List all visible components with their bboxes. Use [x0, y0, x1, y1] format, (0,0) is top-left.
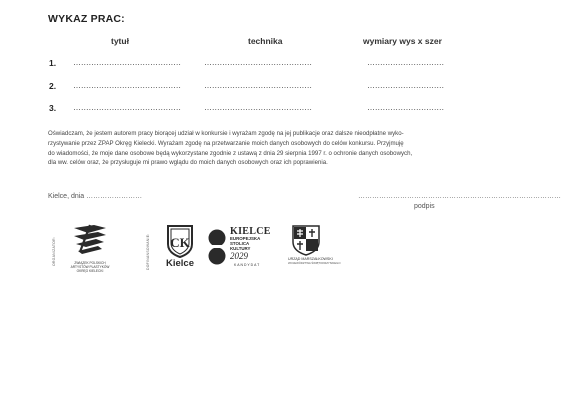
column-header-title: tytuł	[111, 36, 129, 46]
zpap-caption-2: ARTYSTÓW PLASTYKÓW	[70, 265, 110, 269]
title-field[interactable]: ……………………………………	[73, 103, 181, 112]
voivodeship-crest-icon	[290, 224, 322, 256]
signature-line[interactable]: ……………………………………………………………………………	[358, 193, 561, 200]
technique-field[interactable]: ……………………………………	[204, 103, 312, 112]
row-number: 2.	[49, 81, 57, 91]
dimensions-field[interactable]: …………………………	[367, 103, 445, 112]
cofunding-label: DOFINANSOWANIE:	[146, 233, 150, 270]
zpap-caption-3: OKRĘG KIELECKI	[76, 269, 104, 273]
kielce-logo-text: Kielce	[166, 258, 194, 269]
marshal-caption-2: WOJEWÓDZTWA ŚWIĘTOKRZYSKIEGO	[288, 261, 341, 265]
ekk-candidate: KANDYDAT	[234, 263, 261, 267]
zpap-logo	[68, 222, 112, 273]
declaration-line: Oświadczam, że jestem autorem pracy biorącej udział w konkursie i wyrażam zgodę na jej publikacje oraz dalsze nieodpłatne wyko-	[48, 130, 404, 137]
ekk-2029-logo	[207, 226, 273, 270]
ekk-sub-line: KULTURY	[230, 245, 251, 251]
city-date-field[interactable]: Kielce, dnia ……………………	[48, 193, 143, 200]
kielce-monogram: CK	[170, 235, 190, 250]
column-header-technique: technika	[248, 36, 283, 46]
dimensions-field[interactable]: …………………………	[367, 58, 445, 67]
technique-field[interactable]: ……………………………………	[204, 58, 312, 67]
declaration-line: dla ww. celów oraz, że przysługuje mi prawo wglądu do moich danych osobowych oraz ich poprawienia.	[48, 159, 328, 167]
declaration-line: do wiadomości, że moje dane osobowe będą wykorzystane zgodnie z ustawą z dnia 29 sierpnia 1997 r. o ochronie danych osobowych,	[48, 149, 413, 157]
dimensions-field[interactable]: …………………………	[367, 81, 445, 90]
technique-field[interactable]: ……………………………………	[204, 81, 312, 90]
signature-label: podpis	[414, 203, 435, 210]
ekk-year: 2029	[230, 251, 248, 261]
column-header-dimensions: wymiary wys x szer	[363, 36, 442, 46]
zpap-caption-1: ZWIĄZEK POLSKICH	[74, 261, 106, 265]
title-field[interactable]: ……………………………………	[73, 81, 181, 90]
page-title: WYKAZ PRAC:	[48, 13, 125, 25]
ekk-sub-line: EUROPEJSKA	[230, 236, 261, 241]
row-number: 1.	[49, 58, 57, 68]
organizer-label: ORGANIZATOR:	[52, 236, 56, 266]
declaration-line: rzystywanie przez ZPAP Okręg Kielecki. Wyrażam zgodę na przetwarzanie moich danych osobowych do celów konkursu. Przyjmuję	[48, 139, 404, 147]
ekk-title: KIELCE	[230, 226, 271, 237]
marshal-office-logo	[288, 224, 340, 265]
ekk-subtitle	[230, 237, 260, 251]
ekk-sub-line: STOLICA	[230, 240, 250, 246]
title-field[interactable]: ……………………………………	[73, 58, 181, 67]
marshal-caption-1: URZĄD MARSZAŁKOWSKI	[288, 257, 333, 261]
kielce-city-logo	[162, 224, 198, 269]
declaration-paragraph	[48, 129, 506, 168]
zpap-emblem-icon	[68, 222, 112, 256]
row-number: 3.	[49, 103, 57, 113]
ekk-circles-icon	[207, 228, 227, 266]
kielce-crest-icon	[165, 224, 195, 258]
